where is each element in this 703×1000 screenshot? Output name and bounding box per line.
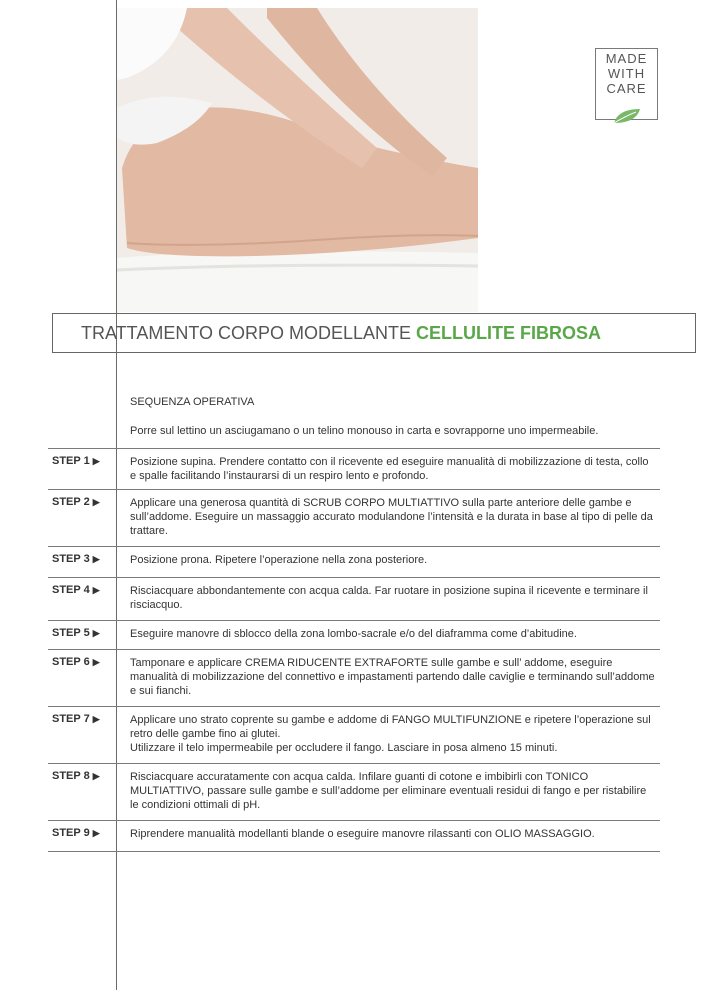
step-text: Risciacquare abbondantemente con acqua calda. Far ruotare in posizione supina il ricevente e terminare il risciacquo. (130, 585, 648, 611)
page-title (81, 323, 601, 344)
step-row (48, 546, 660, 577)
sequence-heading: SEQUENZA OPERATIVA (130, 396, 255, 408)
step-text: Applicare uno strato coprente su gambe e addome di FANGO MULTIFUNZIONE e ripetere l’operazione sul retro delle gambe fino ai glutei. Utilizzare il telo impermeabile per occludere il fango. Lasciare in posa almeno 15 minuti. (130, 714, 651, 754)
step-label: STEP 4 (52, 584, 90, 596)
step-text: Posizione prona. Ripetere l’operazione nella zona posteriore. (130, 554, 428, 566)
step-label: STEP 1 (52, 455, 90, 467)
arrow-right-icon: ▶ (92, 628, 100, 638)
step-label: STEP 6 (52, 656, 90, 668)
logo-text-line: CARE (606, 81, 647, 96)
step-label: STEP 5 (52, 627, 90, 639)
logo-text-line: MADE (605, 51, 648, 66)
arrow-right-icon: ▶ (92, 828, 100, 838)
leaf-icon (612, 107, 642, 125)
step-row (48, 763, 660, 820)
arrow-right-icon: ▶ (92, 554, 100, 564)
sequence-intro: Porre sul lettino un asciugamano o un telino monouso in carta e sovrapporne uno impermeabile. (130, 425, 599, 437)
step-text: Posizione supina. Prendere contatto con il ricevente ed eseguire manualità di mobilizzazione di testa, collo e spalle facilitando l’instaurarsi di un respiro lento e profondo. (130, 456, 649, 482)
step-label: STEP 2 (52, 496, 90, 508)
arrow-right-icon: ▶ (92, 771, 100, 781)
title-banner (52, 313, 696, 353)
arrow-right-icon: ▶ (92, 497, 100, 507)
arrow-right-icon: ▶ (92, 585, 100, 595)
arrow-right-icon: ▶ (92, 456, 100, 466)
bottom-rule (48, 851, 660, 852)
step-label: STEP 7 (52, 713, 90, 725)
step-row (48, 448, 660, 489)
step-row (48, 706, 660, 763)
step-label: STEP 8 (52, 770, 90, 782)
step-label: STEP 3 (52, 553, 90, 565)
arrow-right-icon: ▶ (92, 714, 100, 724)
arrow-right-icon: ▶ (92, 657, 100, 667)
title-regular: TRATTAMENTO CORPO MODELLANTE (81, 323, 417, 343)
step-text: Tamponare e applicare CREMA RIDUCENTE EXTRAFORTE sulle gambe e sull’ addome, eseguire manualità di mobilizzazione del connettivo e impastamenti partendo dalle caviglie e terminando sull’addome e sui fianchi. (130, 657, 655, 697)
step-row (48, 489, 660, 546)
step-text: Risciacquare accuratamente con acqua calda. Infilare guanti di cotone e imbibirli con TONICO MULTIATTIVO, passare sulle gambe e sull’addome per eliminare eventuali residui di fango e per ristabilire le condizioni ottimali di pH. (130, 771, 647, 811)
step-text: Eseguire manovre di sblocco della zona lombo-sacrale e/o del diaframma come d’abitudine. (130, 628, 577, 640)
step-text: Riprendere manualità modellanti blande o eseguire manovre rilassanti con OLIO MASSAGGIO. (130, 828, 595, 840)
step-row (48, 620, 660, 649)
step-row (48, 577, 660, 620)
massage-photo (117, 8, 478, 312)
step-label: STEP 9 (52, 827, 90, 839)
step-row (48, 649, 660, 706)
title-highlight: CELLULITE FIBROSA (416, 323, 602, 343)
logo-text-line: WITH (607, 66, 646, 81)
made-with-care-logo (595, 48, 658, 120)
step-row (48, 820, 660, 851)
step-text: Applicare una generosa quantità di SCRUB CORPO MULTIATTIVO sulla parte anteriore delle gambe e sull’addome. Eseguire un massaggio accurato modulandone l’intensità e la durata in base al tipo di pelle da trattare. (130, 497, 653, 537)
